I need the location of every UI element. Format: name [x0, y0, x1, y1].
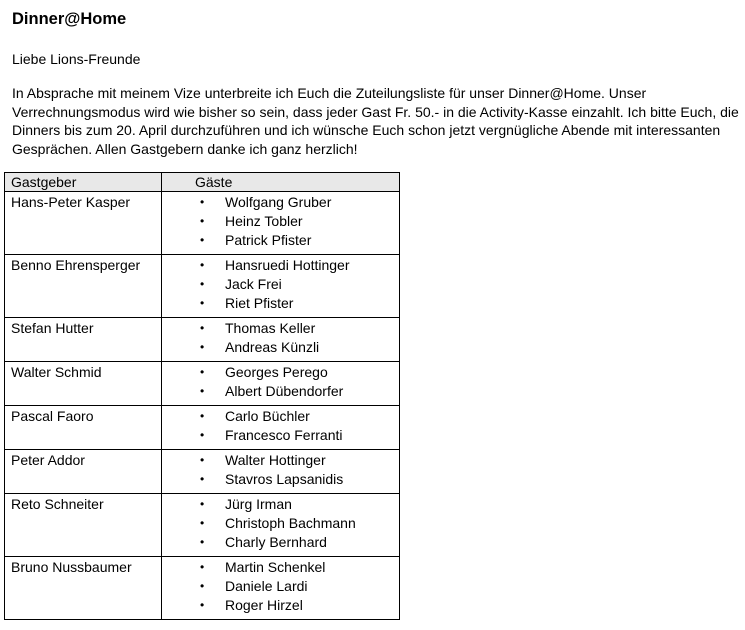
column-header-guests: Gäste: [162, 173, 400, 192]
column-header-host: Gastgeber: [5, 173, 162, 192]
guests-cell: [162, 494, 400, 557]
guests-cell: [162, 255, 400, 318]
bullet-icon: •: [200, 296, 205, 310]
guest-name: Christoph Bachmann: [225, 515, 356, 531]
host-name: Walter Schmid: [5, 362, 162, 406]
list-item: [162, 256, 399, 275]
table-row: [5, 255, 400, 318]
bullet-icon: •: [200, 535, 205, 549]
bullet-icon: •: [200, 321, 205, 335]
guest-name: Daniele Lardi: [225, 578, 308, 594]
bullet-icon: •: [200, 497, 205, 511]
list-item: [162, 514, 399, 533]
list-item: [162, 319, 399, 338]
guest-list: [162, 557, 399, 619]
bullet-icon: •: [200, 472, 205, 486]
allocation-table: [4, 172, 400, 620]
guest-name: Wolfgang Gruber: [225, 194, 332, 210]
guest-name: Roger Hirzel: [225, 597, 303, 613]
list-item: [162, 451, 399, 470]
guests-cell: [162, 318, 400, 362]
host-name: Benno Ehrensperger: [5, 255, 162, 318]
document: [12, 9, 740, 158]
table-row: [5, 318, 400, 362]
list-item: [162, 426, 399, 445]
list-item: [162, 382, 399, 401]
list-item: [162, 363, 399, 382]
list-item: [162, 338, 399, 357]
greeting: Liebe Lions-Freunde: [12, 51, 141, 67]
bullet-icon: •: [200, 428, 205, 442]
body-paragraph: In Absprache mit meinem Vize unterbreite ich Euch die Zuteilungsliste für unser Dinner@Home. Unser Verrechnungsmodus wird wie bisher so sein, dass jeder Gast Fr. 50.- in die Activity-Kasse einzahlt. Ich bitte Euch, die Dinners bis zum 20. April durchzuführen und ich wünsche Euch schon jetzt vergnügliche Abende mit interessanten Gesprächen. Allen Gastgebern danke ich ganz herzlich!: [12, 85, 739, 157]
guests-cell: [162, 450, 400, 494]
guest-name: Albert Dübendorfer: [225, 383, 344, 399]
list-item: [162, 495, 399, 514]
guest-name: Heinz Tobler: [225, 213, 303, 229]
guest-list: [162, 362, 399, 405]
guest-list: [162, 494, 399, 556]
guest-list: [162, 318, 399, 361]
guest-list: [162, 406, 399, 449]
bullet-icon: •: [200, 340, 205, 354]
bullet-icon: •: [200, 233, 205, 247]
guest-name: Walter Hottinger: [225, 452, 326, 468]
list-item: [162, 577, 399, 596]
guest-name: Martin Schenkel: [225, 559, 326, 575]
bullet-icon: •: [200, 365, 205, 379]
table-row: [5, 362, 400, 406]
bullet-icon: •: [200, 598, 205, 612]
bullet-icon: •: [200, 277, 205, 291]
bullet-icon: •: [200, 409, 205, 423]
guest-name: Andreas Künzli: [225, 339, 320, 355]
host-name: Reto Schneiter: [5, 494, 162, 557]
table-row: [5, 450, 400, 494]
bullet-icon: •: [200, 579, 205, 593]
list-item: [162, 193, 399, 212]
host-name: Hans-Peter Kasper: [5, 192, 162, 255]
guest-name: Francesco Ferranti: [225, 427, 343, 443]
bullet-icon: •: [200, 560, 205, 574]
guest-name: Hansruedi Hottinger: [225, 257, 350, 273]
list-item: [162, 470, 399, 489]
list-item: [162, 596, 399, 615]
guest-name: Stavros Lapsanidis: [225, 471, 344, 487]
host-name: Peter Addor: [5, 450, 162, 494]
table-header-row: [5, 173, 400, 192]
bullet-icon: •: [200, 516, 205, 530]
guest-name: Thomas Keller: [225, 320, 316, 336]
host-name: Pascal Faoro: [5, 406, 162, 450]
guests-cell: [162, 192, 400, 255]
guests-cell: [162, 557, 400, 620]
guests-cell: [162, 362, 400, 406]
guests-cell: [162, 406, 400, 450]
guest-name: Georges Perego: [225, 364, 328, 380]
guest-name: Jack Frei: [225, 276, 282, 292]
list-item: [162, 533, 399, 552]
guest-list: [162, 450, 399, 493]
bullet-icon: •: [200, 195, 205, 209]
table-row: [5, 192, 400, 255]
document-title: Dinner@Home: [12, 10, 127, 28]
table-row: [5, 494, 400, 557]
list-item: [162, 294, 399, 313]
guest-list: [162, 192, 399, 254]
bullet-icon: •: [200, 453, 205, 467]
list-item: [162, 231, 399, 250]
guest-name: Charly Bernhard: [225, 534, 327, 550]
table-body: [5, 192, 400, 620]
guest-name: Jürg Irman: [225, 496, 292, 512]
bullet-icon: •: [200, 384, 205, 398]
guest-name: Riet Pfister: [225, 295, 294, 311]
table-row: [5, 557, 400, 620]
guest-name: Patrick Pfister: [225, 232, 312, 248]
guest-list: [162, 255, 399, 317]
bullet-icon: •: [200, 214, 205, 228]
host-name: Stefan Hutter: [5, 318, 162, 362]
guest-name: Carlo Büchler: [225, 408, 310, 424]
list-item: [162, 407, 399, 426]
host-name: Bruno Nussbaumer: [5, 557, 162, 620]
list-item: [162, 212, 399, 231]
bullet-icon: •: [200, 258, 205, 272]
list-item: [162, 275, 399, 294]
list-item: [162, 558, 399, 577]
table-row: [5, 406, 400, 450]
